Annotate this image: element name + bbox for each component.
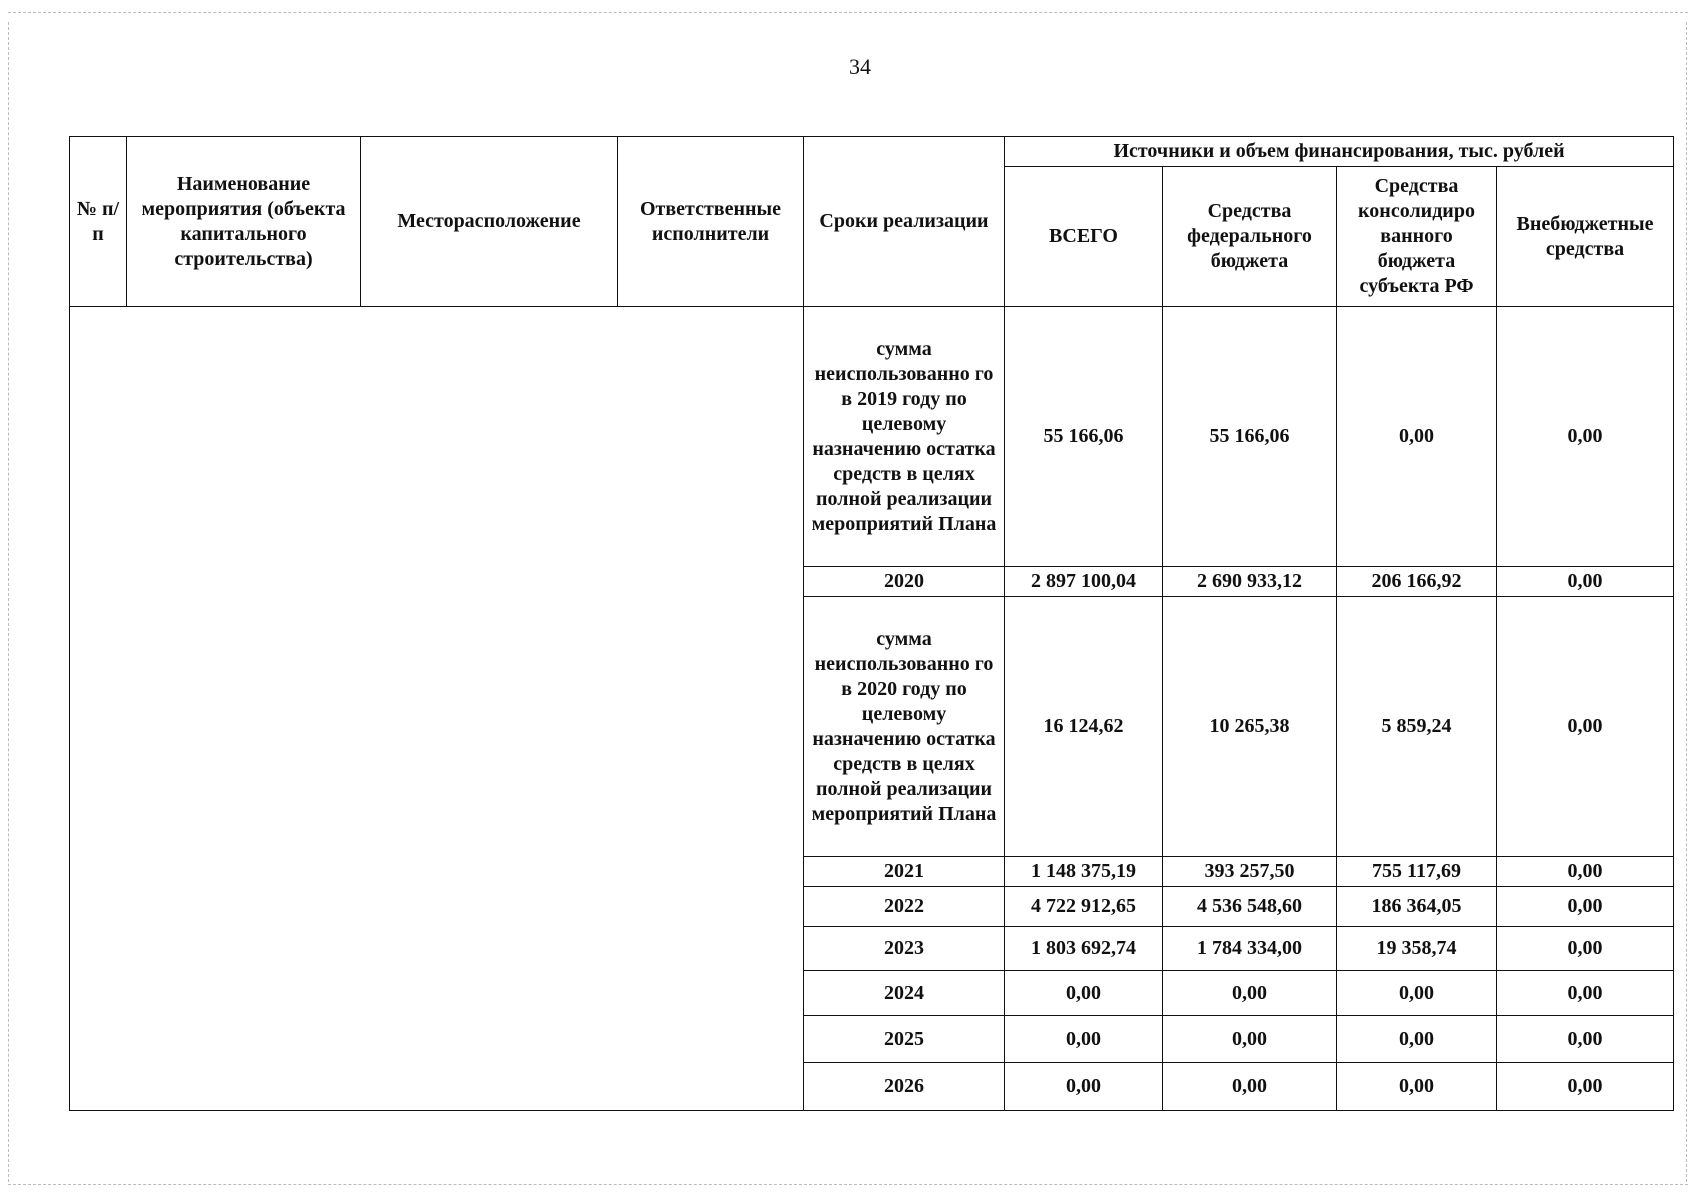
header-num: № п/п [70,137,127,307]
row-total: 16 124,62 [1005,597,1163,857]
row-federal: 10 265,38 [1163,597,1337,857]
row-period: 2023 [804,927,1005,971]
row-total: 1 803 692,74 [1005,927,1163,971]
row-extra: 0,00 [1497,857,1674,887]
row-regional: 755 117,69 [1337,857,1497,887]
scan-edge-right [1686,22,1687,1182]
row-extra: 0,00 [1497,597,1674,857]
row-federal: 55 166,06 [1163,307,1337,567]
header-name: Наименование мероприятия (объекта капитального строительства) [127,137,361,307]
scan-edge-left [8,22,9,1182]
row-extra: 0,00 [1497,927,1674,971]
row-federal: 0,00 [1163,1016,1337,1063]
row-period: 2024 [804,971,1005,1016]
row-regional: 5 859,24 [1337,597,1497,857]
row-extra: 0,00 [1497,1063,1674,1111]
table-row [70,307,1674,567]
row-regional: 0,00 [1337,307,1497,567]
scan-edge-top [8,12,1688,13]
row-total: 1 148 375,19 [1005,857,1163,887]
row-period: сумма неиспользованно го в 2019 году по целевому назначению остатка средств в целях полной реализации мероприятий Плана [804,307,1005,567]
header-responsible: Ответственные исполнители [618,137,804,307]
row-period: 2022 [804,887,1005,927]
row-extra: 0,00 [1497,567,1674,597]
row-regional: 186 364,05 [1337,887,1497,927]
row-federal: 4 536 548,60 [1163,887,1337,927]
row-period: сумма неиспользованно го в 2020 году по целевому назначению остатка средств в целях полной реализации мероприятий Плана [804,597,1005,857]
row-regional: 0,00 [1337,971,1497,1016]
header-regional: Средства консолидиро ванного бюджета субъекта РФ [1337,167,1497,307]
row-total: 2 897 100,04 [1005,567,1163,597]
row-regional: 206 166,92 [1337,567,1497,597]
header-location: Месторасположение [361,137,618,307]
financing-table [69,136,1674,1111]
scan-edge-bottom [8,1184,1688,1185]
row-total: 4 722 912,65 [1005,887,1163,927]
row-federal: 393 257,50 [1163,857,1337,887]
row-federal: 1 784 334,00 [1163,927,1337,971]
row-extra: 0,00 [1497,971,1674,1016]
row-period: 2026 [804,1063,1005,1111]
row-period: 2020 [804,567,1005,597]
row-regional: 19 358,74 [1337,927,1497,971]
row-total: 0,00 [1005,1016,1163,1063]
row-extra: 0,00 [1497,887,1674,927]
row-total: 0,00 [1005,971,1163,1016]
header-federal: Средства федерального бюджета [1163,167,1337,307]
header-extra: Внебюджетные средства [1497,167,1674,307]
row-regional: 0,00 [1337,1063,1497,1111]
row-extra: 0,00 [1497,1016,1674,1063]
row-federal: 0,00 [1163,971,1337,1016]
row-extra: 0,00 [1497,307,1674,567]
header-period: Сроки реализации [804,137,1005,307]
merged-blank-cell [70,307,804,1111]
header-total: ВСЕГО [1005,167,1163,307]
row-regional: 0,00 [1337,1016,1497,1063]
row-federal: 2 690 933,12 [1163,567,1337,597]
header-financing-group: Источники и объем финансирования, тыс. рублей [1005,137,1674,167]
page-number: 34 [849,54,871,79]
row-period: 2021 [804,857,1005,887]
row-federal: 0,00 [1163,1063,1337,1111]
row-total: 0,00 [1005,1063,1163,1111]
row-period: 2025 [804,1016,1005,1063]
row-total: 55 166,06 [1005,307,1163,567]
